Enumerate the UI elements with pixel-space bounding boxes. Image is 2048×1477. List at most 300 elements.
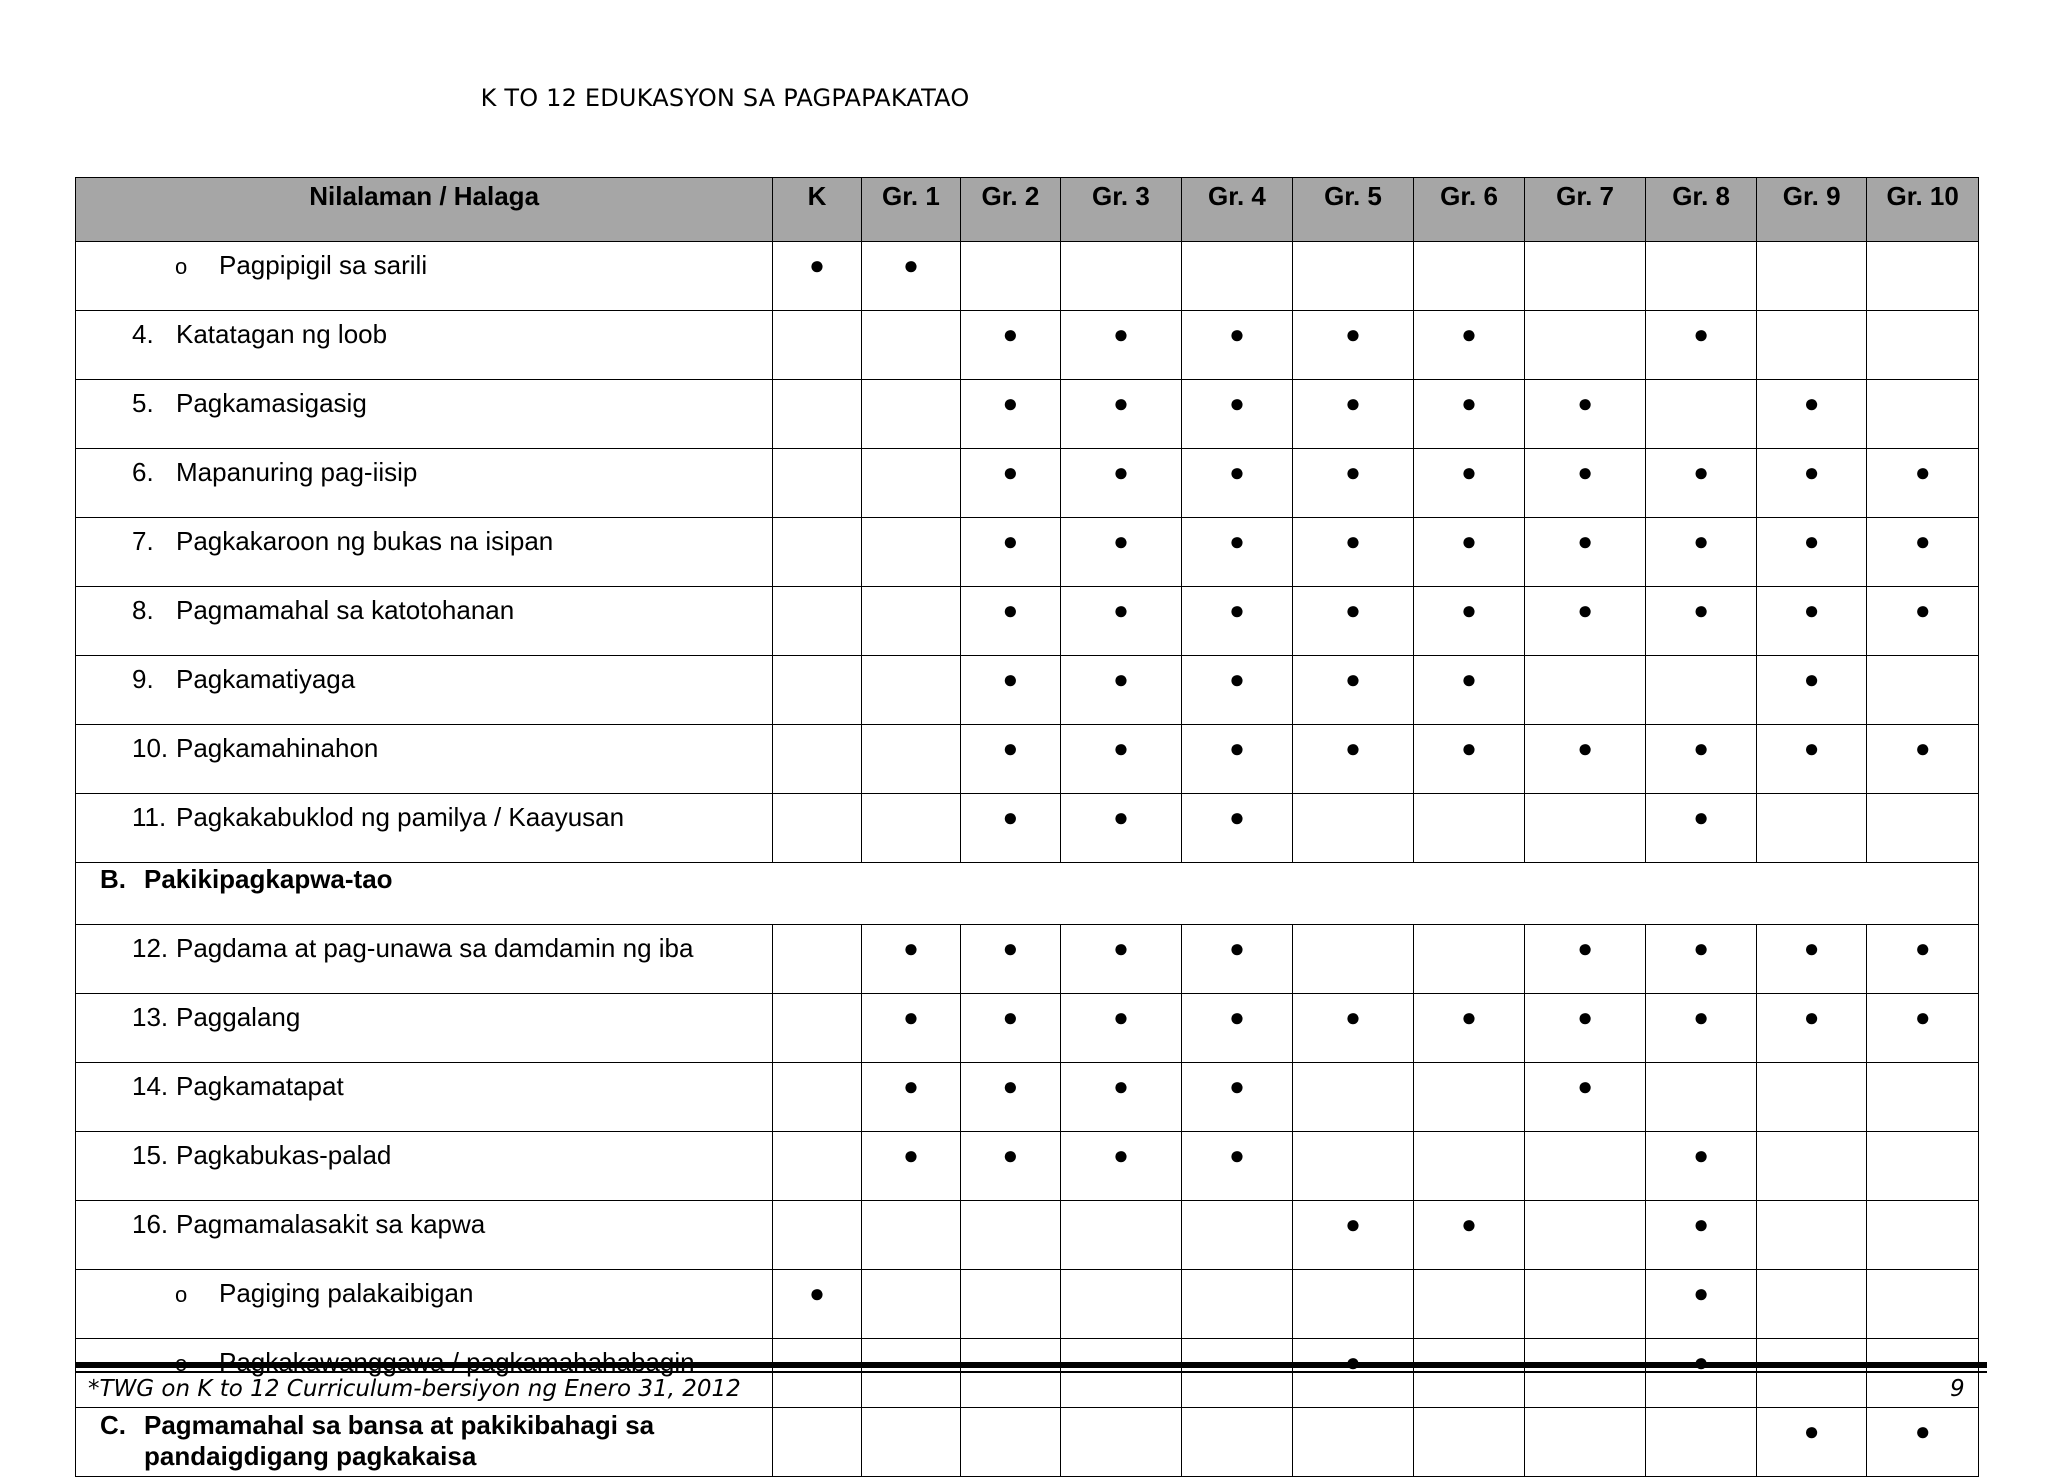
grade-cell	[1867, 656, 1979, 725]
row-label	[76, 794, 773, 863]
grade-cell	[1867, 1270, 1979, 1339]
bullet-dot-icon: ●	[1461, 664, 1477, 694]
grade-cell	[1414, 380, 1525, 449]
grade-cell	[961, 925, 1060, 994]
bullet-dot-icon: ●	[1002, 933, 1019, 963]
bullet-dot-icon: ●	[1002, 526, 1019, 556]
grade-cell	[961, 656, 1060, 725]
bullet-dot-icon: ●	[1345, 1002, 1361, 1032]
bullet-dot-icon: ●	[1113, 933, 1129, 963]
bullet-dot-icon: ●	[1461, 457, 1477, 487]
bullet-dot-icon: ●	[1002, 664, 1019, 694]
section-heading	[76, 863, 1979, 925]
bullet-dot-icon: ●	[1229, 733, 1245, 763]
grade-cell	[1756, 1132, 1867, 1201]
grade-cell	[1646, 925, 1757, 994]
grade-cell	[1524, 1270, 1646, 1339]
grade-cell	[861, 1132, 960, 1201]
grade-cell	[1182, 242, 1293, 311]
grade-cell	[961, 380, 1060, 449]
grade-cell	[1414, 518, 1525, 587]
grade-cell	[1867, 311, 1979, 380]
grade-cell	[1867, 1063, 1979, 1132]
grade-cell	[1060, 242, 1182, 311]
grade-cell	[861, 242, 960, 311]
row-label	[76, 242, 773, 311]
bullet-dot-icon: ●	[1577, 595, 1593, 625]
grade-cell	[1060, 449, 1182, 518]
row-text: Pagkabukas-palad	[176, 1140, 392, 1170]
row-label	[76, 725, 773, 794]
grade-cell	[1292, 994, 1414, 1063]
grade-cell	[861, 994, 960, 1063]
grade-cell	[961, 242, 1060, 311]
grade-cell	[1524, 656, 1646, 725]
grade-cell	[1292, 656, 1414, 725]
grade-cell	[1292, 449, 1414, 518]
grade-cell	[1756, 380, 1867, 449]
grade-cell	[773, 994, 861, 1063]
header-grade-7: Gr. 6	[1414, 178, 1525, 242]
row-label	[76, 994, 773, 1063]
row-number: 13.	[132, 1002, 169, 1032]
grade-cell	[1414, 725, 1525, 794]
bullet-dot-icon: ●	[1693, 1209, 1709, 1239]
grade-cell	[861, 1201, 960, 1270]
bullet-dot-icon: ●	[1693, 1278, 1709, 1308]
bullet-dot-icon: ●	[1693, 802, 1709, 832]
header-grade-2: Gr. 1	[861, 178, 960, 242]
bullet-dot-icon: ●	[1345, 319, 1361, 349]
grade-cell	[961, 1339, 1060, 1408]
table-row	[76, 380, 1979, 449]
grade-cell	[1182, 1339, 1293, 1408]
grade-cell	[1646, 242, 1757, 311]
header-grade-6: Gr. 5	[1292, 178, 1414, 242]
footer-rule-thin	[75, 1371, 1987, 1373]
sub-bullet-icon: o	[175, 254, 188, 279]
grade-cell	[1646, 1270, 1757, 1339]
bullet-dot-icon: ●	[1914, 933, 1931, 963]
grade-cell	[1414, 587, 1525, 656]
sub-bullet-icon: o	[175, 1282, 188, 1307]
row-label	[76, 518, 773, 587]
grade-cell	[1060, 656, 1182, 725]
grade-cell	[1060, 311, 1182, 380]
section-title: Pagmamahal sa bansa at pakikibahagi sa pandaigdigang pagkakaisa	[144, 1410, 655, 1471]
section-heading	[76, 1408, 773, 1477]
bullet-dot-icon: ●	[1803, 388, 1820, 418]
grade-cell	[773, 311, 861, 380]
bullet-dot-icon: ●	[1803, 1002, 1820, 1032]
grade-cell	[1060, 518, 1182, 587]
row-number: 6.	[132, 457, 154, 487]
row-number: 16.	[132, 1209, 169, 1239]
grade-cell	[961, 1063, 1060, 1132]
row-number: 11.	[132, 802, 167, 832]
grade-cell	[1646, 1339, 1757, 1408]
row-number: 15.	[132, 1140, 169, 1170]
bullet-dot-icon: ●	[1002, 733, 1019, 763]
grade-cell	[773, 1270, 861, 1339]
grade-cell	[773, 1408, 861, 1477]
row-number: 10.	[132, 733, 169, 763]
section-c-row	[76, 1408, 1979, 1477]
grade-cell	[1182, 656, 1293, 725]
grade-cell	[1182, 311, 1293, 380]
row-text: Pagkakabuklod ng pamilya / Kaayusan	[176, 802, 625, 832]
grade-cell	[961, 1132, 1060, 1201]
row-text: Pagkamatiyaga	[176, 664, 356, 694]
bullet-dot-icon: ●	[1002, 457, 1019, 487]
table-row	[76, 794, 1979, 863]
bullet-dot-icon: ●	[1577, 733, 1593, 763]
grade-cell	[961, 311, 1060, 380]
grade-cell	[1867, 449, 1979, 518]
header-grade-3: Gr. 2	[961, 178, 1060, 242]
table-row	[76, 656, 1979, 725]
bullet-dot-icon: ●	[1113, 664, 1129, 694]
grade-cell	[1292, 794, 1414, 863]
table-row	[76, 1063, 1979, 1132]
footer-note: *TWG on K to 12 Curriculum-bersiyon ng Enero 31, 2012	[88, 1376, 741, 1402]
grade-cell	[1414, 1201, 1525, 1270]
grade-cell	[961, 1270, 1060, 1339]
grade-cell	[1414, 1339, 1525, 1408]
row-text: Paggalang	[176, 1002, 301, 1032]
grade-cell	[961, 1408, 1060, 1477]
table-row	[76, 242, 1979, 311]
grade-cell	[1414, 311, 1525, 380]
grade-cell	[1524, 1201, 1646, 1270]
bullet-dot-icon: ●	[903, 250, 919, 280]
bullet-dot-icon: ●	[1693, 457, 1709, 487]
section-letter: C.	[100, 1410, 126, 1440]
table-row	[76, 725, 1979, 794]
grade-cell	[1867, 994, 1979, 1063]
grade-cell	[961, 449, 1060, 518]
grade-cell	[1867, 380, 1979, 449]
grade-cell	[1182, 1408, 1293, 1477]
bullet-dot-icon: ●	[1803, 933, 1820, 963]
row-number: 4.	[132, 319, 154, 349]
bullet-dot-icon: ●	[1229, 1140, 1245, 1170]
bullet-dot-icon: ●	[1803, 595, 1820, 625]
grade-cell	[1414, 1408, 1525, 1477]
grade-cell	[1756, 242, 1867, 311]
grade-cell	[1524, 994, 1646, 1063]
table-row	[76, 449, 1979, 518]
row-text: Pagmamalasakit sa kapwa	[176, 1209, 486, 1239]
bullet-dot-icon: ●	[1345, 526, 1361, 556]
row-number: 14.	[132, 1071, 169, 1101]
grade-cell	[961, 994, 1060, 1063]
row-number: 9.	[132, 664, 154, 694]
bullet-dot-icon: ●	[1113, 733, 1129, 763]
bullet-dot-icon: ●	[1229, 802, 1245, 832]
grade-cell	[1182, 1201, 1293, 1270]
bullet-dot-icon: ●	[1461, 526, 1477, 556]
bullet-dot-icon: ●	[809, 1278, 825, 1308]
grade-cell	[1646, 656, 1757, 725]
grade-cell	[1867, 1201, 1979, 1270]
grade-cell	[1292, 242, 1414, 311]
grade-cell	[1756, 656, 1867, 725]
grade-cell	[773, 656, 861, 725]
grade-cell	[861, 925, 960, 994]
row-number: 5.	[132, 388, 154, 418]
grade-cell	[861, 449, 960, 518]
bullet-dot-icon: ●	[1345, 457, 1361, 487]
row-label	[76, 380, 773, 449]
grade-cell	[1414, 794, 1525, 863]
header-content-value: Nilalaman / Halaga	[76, 178, 773, 242]
bullet-dot-icon: ●	[1461, 595, 1477, 625]
bullet-dot-icon: ●	[1229, 526, 1245, 556]
grade-cell	[1756, 1270, 1867, 1339]
bullet-dot-icon: ●	[1002, 388, 1019, 418]
grade-cell	[1060, 380, 1182, 449]
grade-cell	[1524, 242, 1646, 311]
bullet-dot-icon: ●	[1002, 1002, 1019, 1032]
bullet-dot-icon: ●	[903, 1071, 919, 1101]
grade-cell	[1646, 1063, 1757, 1132]
grade-cell	[1756, 1339, 1867, 1408]
bullet-dot-icon: ●	[1002, 1071, 1019, 1101]
row-text: Pagdama at pag-unawa sa damdamin ng iba	[176, 933, 694, 963]
grade-cell	[961, 794, 1060, 863]
grade-cell	[1182, 1270, 1293, 1339]
row-label	[76, 587, 773, 656]
grade-cell	[1867, 1408, 1979, 1477]
bullet-dot-icon: ●	[809, 250, 825, 280]
grade-cell	[773, 925, 861, 994]
row-text: Pagkamasigasig	[176, 388, 367, 418]
grade-cell	[1756, 449, 1867, 518]
grade-cell	[1060, 1408, 1182, 1477]
bullet-dot-icon: ●	[1577, 933, 1593, 963]
grade-cell	[1414, 656, 1525, 725]
row-number: 8.	[132, 595, 154, 625]
row-text: Pagkamatapat	[176, 1071, 344, 1101]
grade-cell	[1182, 794, 1293, 863]
grade-cell	[1524, 725, 1646, 794]
grade-cell	[1646, 1201, 1757, 1270]
grade-cell	[1182, 725, 1293, 794]
bullet-dot-icon: ●	[1577, 457, 1593, 487]
grade-cell	[1292, 587, 1414, 656]
bullet-dot-icon: ●	[903, 1140, 919, 1170]
grade-cell	[1060, 1270, 1182, 1339]
bullet-dot-icon: ●	[1229, 595, 1245, 625]
row-label	[76, 656, 773, 725]
grade-cell	[1646, 1132, 1757, 1201]
bullet-dot-icon: ●	[1461, 1209, 1477, 1239]
grade-cell	[861, 1339, 960, 1408]
grade-cell	[861, 1408, 960, 1477]
grade-cell	[1524, 794, 1646, 863]
bullet-dot-icon: ●	[1461, 388, 1477, 418]
bullet-dot-icon: ●	[1803, 664, 1820, 694]
row-number: 12.	[132, 933, 169, 963]
bullet-dot-icon: ●	[1002, 595, 1019, 625]
bullet-dot-icon: ●	[1693, 1140, 1709, 1170]
grade-cell	[1060, 994, 1182, 1063]
bullet-dot-icon: ●	[1461, 733, 1477, 763]
row-label	[76, 1270, 773, 1339]
grade-cell	[1060, 1201, 1182, 1270]
grade-cell	[1756, 1063, 1867, 1132]
grade-cell	[1867, 725, 1979, 794]
bullet-dot-icon: ●	[1577, 526, 1593, 556]
row-label	[76, 1201, 773, 1270]
grade-cell	[861, 725, 960, 794]
table-row	[76, 994, 1979, 1063]
grade-cell	[1060, 725, 1182, 794]
bullet-dot-icon: ●	[1693, 933, 1709, 963]
grade-cell	[961, 587, 1060, 656]
row-label	[76, 925, 773, 994]
bullet-dot-icon: ●	[1345, 1209, 1361, 1239]
grade-cell	[861, 1270, 960, 1339]
bullet-dot-icon: ●	[1229, 388, 1245, 418]
header-grade-11: Gr. 10	[1867, 178, 1979, 242]
grade-cell	[1646, 1408, 1757, 1477]
page-number: 9	[1950, 1376, 1965, 1402]
bullet-dot-icon: ●	[903, 933, 919, 963]
grade-cell	[773, 518, 861, 587]
bullet-dot-icon: ●	[1113, 1140, 1129, 1170]
grade-cell	[1292, 1270, 1414, 1339]
grade-cell	[1524, 1132, 1646, 1201]
bullet-dot-icon: ●	[1693, 319, 1709, 349]
bullet-dot-icon: ●	[1345, 595, 1361, 625]
grade-cell	[861, 311, 960, 380]
grade-cell	[1292, 1339, 1414, 1408]
bullet-dot-icon: ●	[1113, 1002, 1129, 1032]
grade-cell	[1182, 1063, 1293, 1132]
values-grade-table	[75, 177, 1979, 1477]
grade-cell	[1646, 449, 1757, 518]
grade-cell	[773, 449, 861, 518]
grade-cell	[1756, 794, 1867, 863]
table-row	[76, 518, 1979, 587]
bullet-dot-icon: ●	[1914, 733, 1931, 763]
header-grade-5: Gr. 4	[1182, 178, 1293, 242]
grade-cell	[1756, 518, 1867, 587]
grade-cell	[1756, 925, 1867, 994]
table-row	[76, 1132, 1979, 1201]
grade-cell	[1867, 794, 1979, 863]
grade-cell	[1524, 449, 1646, 518]
bullet-dot-icon: ●	[1577, 388, 1593, 418]
grade-cell	[1182, 925, 1293, 994]
grade-cell	[1524, 518, 1646, 587]
table-row	[76, 311, 1979, 380]
grade-cell	[773, 725, 861, 794]
grade-cell	[961, 1201, 1060, 1270]
grade-cell	[1060, 1132, 1182, 1201]
grade-cell	[773, 1063, 861, 1132]
grade-cell	[861, 794, 960, 863]
grade-cell	[1524, 1063, 1646, 1132]
grade-cell	[1867, 1132, 1979, 1201]
bullet-dot-icon: ●	[1229, 664, 1245, 694]
grade-cell	[1524, 311, 1646, 380]
grade-cell	[1182, 449, 1293, 518]
grade-cell	[1292, 1063, 1414, 1132]
grade-cell	[1646, 380, 1757, 449]
grade-cell	[1867, 518, 1979, 587]
table-header-row	[76, 178, 1979, 242]
bullet-dot-icon: ●	[1113, 802, 1129, 832]
bullet-dot-icon: ●	[1002, 802, 1019, 832]
grade-cell	[773, 1132, 861, 1201]
footer-rule-thick	[75, 1362, 1987, 1368]
row-text: Pagkamahinahon	[176, 733, 379, 763]
bullet-dot-icon: ●	[1914, 1002, 1931, 1032]
grade-cell	[1292, 380, 1414, 449]
grade-cell	[773, 587, 861, 656]
section-letter: B.	[100, 864, 126, 894]
bullet-dot-icon: ●	[1229, 1071, 1245, 1101]
bullet-dot-icon: ●	[1229, 457, 1245, 487]
grade-cell	[1182, 380, 1293, 449]
bullet-dot-icon: ●	[1577, 1071, 1593, 1101]
grade-cell	[1524, 1339, 1646, 1408]
grade-cell	[961, 518, 1060, 587]
grade-cell	[861, 1063, 960, 1132]
grade-cell	[1292, 1132, 1414, 1201]
row-label	[76, 311, 773, 380]
grade-cell	[1524, 1408, 1646, 1477]
grade-cell	[1756, 1408, 1867, 1477]
grade-cell	[1867, 587, 1979, 656]
bullet-dot-icon: ●	[1113, 388, 1129, 418]
section-b-row	[76, 863, 1979, 925]
bullet-dot-icon: ●	[1002, 319, 1019, 349]
grade-cell	[1060, 1063, 1182, 1132]
grade-cell	[1292, 311, 1414, 380]
bullet-dot-icon: ●	[1914, 595, 1931, 625]
grade-cell	[1414, 994, 1525, 1063]
grade-cell	[1414, 242, 1525, 311]
grade-cell	[1414, 925, 1525, 994]
grade-cell	[861, 587, 960, 656]
header-grade-4: Gr. 3	[1060, 178, 1182, 242]
grade-cell	[961, 725, 1060, 794]
bullet-dot-icon: ●	[1229, 933, 1245, 963]
header-grade-8: Gr. 7	[1524, 178, 1646, 242]
grade-cell	[1414, 449, 1525, 518]
row-label	[76, 1132, 773, 1201]
bullet-dot-icon: ●	[1693, 1002, 1709, 1032]
header-grade-9: Gr. 8	[1646, 178, 1757, 242]
grade-cell	[1867, 925, 1979, 994]
bullet-dot-icon: ●	[1693, 595, 1709, 625]
grade-cell	[1292, 1408, 1414, 1477]
row-label	[76, 449, 773, 518]
grade-cell	[1414, 1270, 1525, 1339]
grade-cell	[773, 242, 861, 311]
grade-cell	[1756, 994, 1867, 1063]
bullet-dot-icon: ●	[1803, 733, 1820, 763]
grade-cell	[773, 380, 861, 449]
bullet-dot-icon: ●	[1113, 595, 1129, 625]
grade-cell	[1646, 518, 1757, 587]
bullet-dot-icon: ●	[1113, 526, 1129, 556]
table-row	[76, 925, 1979, 994]
